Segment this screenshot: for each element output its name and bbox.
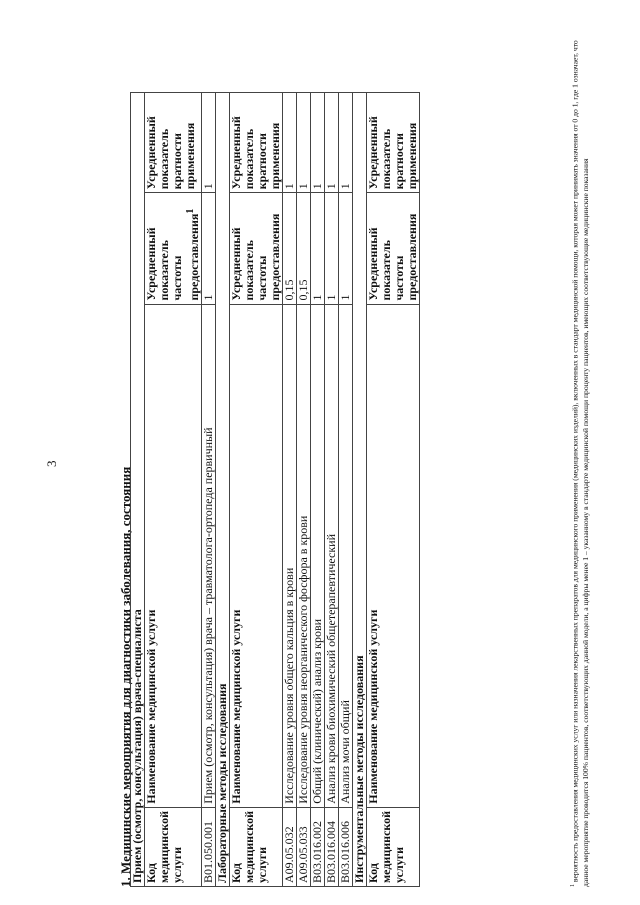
header-name: Наименование медицинской услуги [367, 304, 420, 807]
service-code: B03.016.002 [311, 807, 325, 886]
service-code: A09.05.032 [283, 807, 297, 886]
service-multiplicity: 1 [297, 93, 311, 193]
service-code: B01.050.001 [202, 807, 216, 886]
service-multiplicity: 1 [311, 93, 325, 193]
service-name: Анализ мочи общий [339, 304, 353, 807]
page-number: 3 [44, 460, 59, 467]
table-row [325, 93, 339, 887]
service-multiplicity: 1 [283, 93, 297, 193]
service-code: A09.05.033 [297, 807, 311, 886]
section-row-laboratory [216, 93, 230, 887]
header-multiplicity: Усредненный показатель кратности применения [367, 93, 420, 193]
table-row [202, 93, 216, 887]
service-code: B03.016.006 [339, 807, 353, 886]
header-code: Код медицинской услуги [367, 807, 420, 886]
table-row [283, 93, 297, 887]
header-multiplicity: Усредненный показатель кратности применения [230, 93, 283, 193]
header-frequency [145, 193, 202, 304]
service-frequency: 1 [339, 193, 353, 304]
service-name: Исследование уровня неорганического фосфора в крови [297, 304, 311, 807]
service-frequency: 1 [311, 193, 325, 304]
header-multiplicity: Усредненный показатель кратности применения [145, 93, 202, 193]
table-row [311, 93, 325, 887]
table-row [339, 93, 353, 887]
table-header-row [145, 93, 202, 887]
service-multiplicity: 1 [325, 93, 339, 193]
section-row-instrumental [353, 93, 367, 887]
service-frequency: 0,15 [297, 193, 311, 304]
service-frequency: 0,15 [283, 193, 297, 304]
header-name: Наименование медицинской услуги [145, 304, 202, 807]
section-heading: 1. Медицинские мероприятия для диагностики заболевания, состояния [118, 466, 133, 887]
service-name: Общий (клинический) анализ крови [311, 304, 325, 807]
service-multiplicity: 1 [339, 93, 353, 193]
footnote-mark: 1 [570, 884, 576, 887]
standards-table [130, 92, 420, 887]
service-name: Прием (осмотр, консультация) врача – травматолога-ортопеда первичный [202, 304, 216, 807]
table-row [297, 93, 311, 887]
section-title: Инструментальные методы исследования [353, 93, 367, 887]
service-name: Исследование уровня общего кальция в крови [283, 304, 297, 807]
service-multiplicity: 1 [202, 93, 216, 193]
footnote-text: вероятность предоставления медицинских услуг или назначения лекарственных препаратов для медицинского применения (медицинских изделий), включенных в стандарт медицинской помощи, которая может принимать значения от 0 до 1, где 1 означает, что данное мероприятие проводится 100% пациентов, соответствующих данной модели, а цифры менее 1 – указанному в стандарте медицинской помощи проценту пациентов, имеющих соответствующие медицинские показания [570, 40, 590, 887]
service-code: B03.016.004 [325, 807, 339, 886]
table-header-row [230, 93, 283, 887]
table-header-row [367, 93, 420, 887]
footnote-ref: 1 [185, 208, 196, 214]
service-frequency: 1 [202, 193, 216, 304]
header-frequency-text: Усредненный показатель частоты предоставления [144, 213, 201, 301]
header-code: Код медицинской услуги [230, 807, 283, 886]
section-title: Лабораторные методы исследования [216, 93, 230, 887]
header-code: Код медицинской услуги [145, 807, 202, 886]
header-name: Наименование медицинской услуги [230, 304, 283, 807]
section-title: Прием (осмотр, консультация) врача-специалиста [131, 93, 145, 887]
section-row-consultation [131, 93, 145, 887]
header-frequency: Усредненный показатель частоты предоставления [367, 193, 420, 304]
service-name: Анализ крови биохимический общетерапевтический [325, 304, 339, 807]
header-frequency: Усредненный показатель частоты предоставления [230, 193, 283, 304]
footnote [568, 27, 591, 887]
service-frequency: 1 [325, 193, 339, 304]
